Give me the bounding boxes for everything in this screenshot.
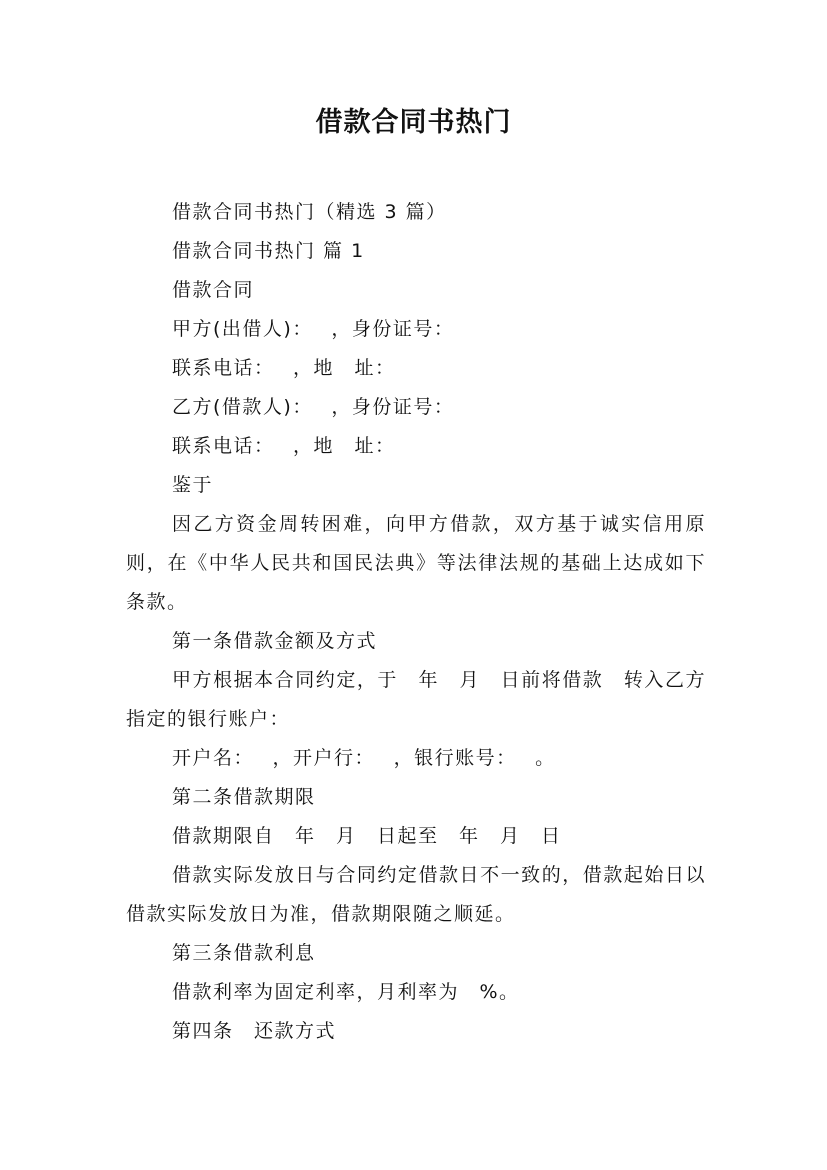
paragraph-loan-term: 借款期限自 年 月 日起至 年 月 日	[172, 825, 562, 847]
paragraph-article-1-heading: 第一条借款金额及方式	[172, 630, 378, 652]
paragraph-article-1-body: 甲方根据本合同约定，于 年 月 日前将借款 转入乙方指定的银行账户：	[126, 669, 706, 730]
paragraph-interest-rate: 借款利率为固定利率，月利率为 %。	[172, 981, 520, 1003]
document-title: 借款合同书热门	[315, 107, 512, 138]
paragraph-party-a: 甲方(出借人)： ，身份证号：	[172, 318, 455, 340]
paragraph-party-a-contact: 联系电话： ，地 址：	[172, 357, 396, 379]
paragraph-contract-label: 借款合同	[172, 279, 255, 301]
paragraph-article-3-heading: 第三条借款利息	[172, 942, 316, 964]
paragraph-party-b: 乙方(借款人)： ，身份证号：	[172, 396, 455, 418]
paragraph-party-b-contact: 联系电话： ，地 址：	[172, 435, 396, 457]
paragraph-article-2-heading: 第二条借款期限	[172, 786, 316, 808]
paragraph-term-adjustment: 借款实际发放日与合同约定借款日不一致的，借款起始日以借款实际发放日为准，借款期限随之顺延。	[126, 864, 706, 925]
paragraph-section-heading: 借款合同书热门 篇 1	[172, 240, 365, 262]
paragraph-subtitle: 借款合同书热门（精选 3 篇）	[172, 201, 447, 223]
paragraph-recital: 因乙方资金周转困难，向甲方借款，双方基于诚实信用原则，在《中华人民共和国民法典》等法律法规的基础上达成如下条款。	[126, 513, 706, 613]
paragraph-whereas: 鉴于	[172, 474, 214, 496]
paragraph-bank-account: 开户名： ，开户行： ，银行账号： 。	[172, 747, 556, 769]
paragraph-article-4-heading: 第四条 还款方式	[172, 1020, 337, 1042]
document-body	[126, 193, 706, 1051]
